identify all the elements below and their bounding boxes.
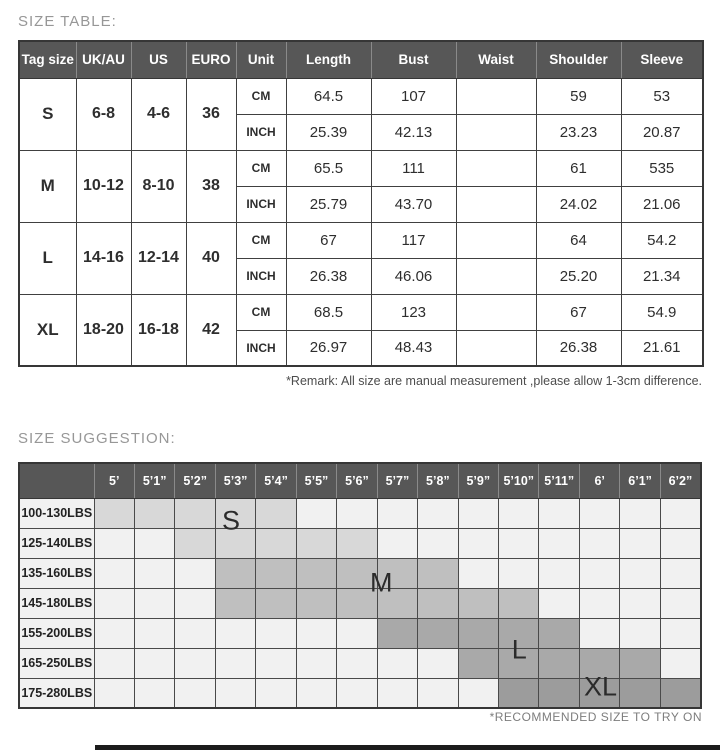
unit-inch-cell: INCH bbox=[236, 114, 286, 150]
unit-inch-cell: INCH bbox=[236, 186, 286, 222]
bottom-divider bbox=[95, 745, 720, 750]
suggestion-cell-M bbox=[377, 588, 417, 618]
size-table-remark: *Remark: All size are manual measurement ,please allow 1-3cm difference. bbox=[286, 374, 702, 388]
measure-cell: 61 bbox=[536, 150, 621, 186]
suggestion-cell bbox=[579, 528, 619, 558]
suggestion-cell-M bbox=[377, 558, 417, 588]
measure-cell: 65.5 bbox=[286, 150, 371, 186]
suggestion-cell bbox=[175, 648, 215, 678]
suggestion-cell bbox=[660, 498, 701, 528]
suggestion-cell bbox=[134, 558, 174, 588]
suggestion-cell-S bbox=[175, 498, 215, 528]
suggestion-cell bbox=[418, 498, 458, 528]
measure-cell: 24.02 bbox=[536, 186, 621, 222]
suggestion-cell-L bbox=[539, 648, 579, 678]
suggestion-cell bbox=[256, 618, 296, 648]
suggestion-cell bbox=[134, 678, 174, 708]
suggestion-cell bbox=[660, 528, 701, 558]
suggestion-cell-S bbox=[256, 498, 296, 528]
suggestion-cell bbox=[94, 678, 134, 708]
measure-cell: 48.43 bbox=[371, 330, 456, 366]
suggestion-cell bbox=[620, 558, 660, 588]
size-band-label-XL: XL bbox=[583, 671, 618, 702]
us-cell: 12-14 bbox=[131, 222, 186, 294]
unit-cm-cell: CM bbox=[236, 294, 286, 330]
size-table-row bbox=[19, 78, 703, 114]
suggestion-row bbox=[19, 678, 701, 708]
suggestion-cell-XL bbox=[499, 678, 539, 708]
suggestion-cell bbox=[215, 618, 255, 648]
measure-cell: 25.79 bbox=[286, 186, 371, 222]
suggestion-cell bbox=[539, 498, 579, 528]
size-table-header: Tag size bbox=[19, 41, 76, 78]
measure-cell: 64 bbox=[536, 222, 621, 258]
suggestion-cell bbox=[134, 618, 174, 648]
suggestion-row bbox=[19, 588, 701, 618]
suggestion-cell bbox=[337, 678, 377, 708]
size-table-header: EURO bbox=[186, 41, 236, 78]
height-header: 5’2” bbox=[175, 463, 215, 498]
height-header: 5’11” bbox=[539, 463, 579, 498]
size-table-header: Unit bbox=[236, 41, 286, 78]
suggestion-row bbox=[19, 528, 701, 558]
measure-cell: 23.23 bbox=[536, 114, 621, 150]
size-band-label-M: M bbox=[370, 567, 393, 598]
suggestion-cell bbox=[256, 678, 296, 708]
size-table-header: US bbox=[131, 41, 186, 78]
suggestion-cell-M bbox=[418, 558, 458, 588]
size-suggestion-title: SIZE SUGGESTION: bbox=[18, 430, 176, 447]
suggestion-cell bbox=[215, 678, 255, 708]
size-table-header: Bust bbox=[371, 41, 456, 78]
tag-size-cell: XL bbox=[19, 294, 76, 366]
suggestion-cell bbox=[296, 618, 336, 648]
suggestion-cell-M bbox=[215, 588, 255, 618]
size-table-header: Length bbox=[286, 41, 371, 78]
suggestion-cell bbox=[660, 558, 701, 588]
height-header: 6’1” bbox=[620, 463, 660, 498]
ukau-cell: 14-16 bbox=[76, 222, 131, 294]
suggestion-cell-M bbox=[337, 588, 377, 618]
suggestion-cell bbox=[175, 618, 215, 648]
height-header: 5’3” bbox=[215, 463, 255, 498]
suggestion-cell bbox=[377, 528, 417, 558]
suggestion-cell bbox=[579, 498, 619, 528]
height-header: 6’2” bbox=[660, 463, 701, 498]
unit-cm-cell: CM bbox=[236, 222, 286, 258]
suggestion-cell-S bbox=[296, 528, 336, 558]
height-header: 5’7” bbox=[377, 463, 417, 498]
suggestion-cell bbox=[539, 588, 579, 618]
suggestion-cell-S bbox=[337, 528, 377, 558]
ukau-cell: 18-20 bbox=[76, 294, 131, 366]
measure-cell: 25.39 bbox=[286, 114, 371, 150]
suggestion-cell bbox=[458, 498, 498, 528]
suggestion-cell bbox=[337, 498, 377, 528]
height-header-row bbox=[19, 463, 701, 498]
suggestion-cell bbox=[660, 648, 701, 678]
suggestion-cell bbox=[134, 528, 174, 558]
suggestion-cell-M bbox=[458, 588, 498, 618]
suggestion-cell-S bbox=[134, 498, 174, 528]
suggestion-row bbox=[19, 618, 701, 648]
suggestion-cell bbox=[660, 618, 701, 648]
suggestion-cell bbox=[620, 528, 660, 558]
suggestion-cell bbox=[296, 648, 336, 678]
unit-inch-cell: INCH bbox=[236, 258, 286, 294]
measure-cell: 46.06 bbox=[371, 258, 456, 294]
suggestion-cell bbox=[94, 618, 134, 648]
measure-cell: 67 bbox=[536, 294, 621, 330]
suggestion-cell bbox=[256, 648, 296, 678]
suggestion-cell-M bbox=[296, 558, 336, 588]
suggestion-cell bbox=[296, 678, 336, 708]
tag-size-cell: M bbox=[19, 150, 76, 222]
suggestion-cell bbox=[458, 528, 498, 558]
measure-cell bbox=[456, 330, 536, 366]
ukau-cell: 6-8 bbox=[76, 78, 131, 150]
suggestion-cell bbox=[94, 588, 134, 618]
measure-cell bbox=[456, 294, 536, 330]
suggestion-cell-M bbox=[418, 588, 458, 618]
weight-label: 125-140LBS bbox=[19, 528, 94, 558]
measure-cell: 53 bbox=[621, 78, 703, 114]
suggestion-cell bbox=[620, 618, 660, 648]
measure-cell: 54.9 bbox=[621, 294, 703, 330]
height-header: 5’6” bbox=[337, 463, 377, 498]
height-header: 5’5” bbox=[296, 463, 336, 498]
suggestion-cell bbox=[458, 558, 498, 588]
ukau-cell: 10-12 bbox=[76, 150, 131, 222]
measure-cell: 117 bbox=[371, 222, 456, 258]
measure-cell bbox=[456, 222, 536, 258]
suggestion-cell bbox=[418, 528, 458, 558]
suggestion-cell bbox=[579, 618, 619, 648]
measure-cell: 59 bbox=[536, 78, 621, 114]
suggestion-cell bbox=[377, 498, 417, 528]
measure-cell: 21.06 bbox=[621, 186, 703, 222]
suggestion-cell-XL bbox=[620, 678, 660, 708]
weight-label: 175-280LBS bbox=[19, 678, 94, 708]
suggestion-cell bbox=[337, 618, 377, 648]
us-cell: 8-10 bbox=[131, 150, 186, 222]
size-table-header: UK/AU bbox=[76, 41, 131, 78]
suggestion-cell-S bbox=[256, 528, 296, 558]
measure-cell: 67 bbox=[286, 222, 371, 258]
suggestion-cell-M bbox=[499, 588, 539, 618]
suggestion-cell-S bbox=[94, 498, 134, 528]
suggestion-cell bbox=[296, 498, 336, 528]
suggestion-cell-L bbox=[620, 648, 660, 678]
unit-cm-cell: CM bbox=[236, 78, 286, 114]
measure-cell bbox=[456, 150, 536, 186]
measure-cell: 26.97 bbox=[286, 330, 371, 366]
weight-label: 165-250LBS bbox=[19, 648, 94, 678]
measure-cell: 64.5 bbox=[286, 78, 371, 114]
suggestion-cell bbox=[579, 588, 619, 618]
suggestion-cell-L bbox=[579, 648, 619, 678]
suggestion-cell bbox=[499, 528, 539, 558]
suggestion-cell bbox=[499, 558, 539, 588]
tag-size-cell: L bbox=[19, 222, 76, 294]
euro-cell: 36 bbox=[186, 78, 236, 150]
suggestion-cell-XL bbox=[539, 678, 579, 708]
weight-label: 100-130LBS bbox=[19, 498, 94, 528]
measure-cell: 26.38 bbox=[536, 330, 621, 366]
measure-cell: 20.87 bbox=[621, 114, 703, 150]
measure-cell bbox=[456, 258, 536, 294]
size-table-row bbox=[19, 222, 703, 258]
suggestion-row bbox=[19, 498, 701, 528]
suggestion-cell bbox=[377, 648, 417, 678]
measure-cell bbox=[456, 114, 536, 150]
height-header: 5’8” bbox=[418, 463, 458, 498]
measure-cell: 25.20 bbox=[536, 258, 621, 294]
suggestion-cell bbox=[134, 588, 174, 618]
size-table-row bbox=[19, 294, 703, 330]
suggestion-cell-S bbox=[215, 528, 255, 558]
height-header: 5’9” bbox=[458, 463, 498, 498]
suggestion-cell bbox=[94, 648, 134, 678]
suggestion-cell-M bbox=[256, 558, 296, 588]
height-header: 5’10” bbox=[499, 463, 539, 498]
suggestion-cell bbox=[620, 588, 660, 618]
measure-cell: 535 bbox=[621, 150, 703, 186]
suggestion-cell-M bbox=[256, 588, 296, 618]
size-table-header: Waist bbox=[456, 41, 536, 78]
suggestion-cell-L bbox=[418, 618, 458, 648]
suggestion-cell bbox=[579, 558, 619, 588]
measure-cell: 26.38 bbox=[286, 258, 371, 294]
suggestion-cell-XL bbox=[660, 678, 701, 708]
suggestion-cell bbox=[175, 558, 215, 588]
size-table-header-row bbox=[19, 41, 703, 78]
suggestion-cell bbox=[94, 528, 134, 558]
suggestion-cell bbox=[539, 558, 579, 588]
size-table-title: SIZE TABLE: bbox=[18, 13, 117, 30]
unit-inch-cell: INCH bbox=[236, 330, 286, 366]
suggestion-cell-M bbox=[337, 558, 377, 588]
suggestion-cell-L bbox=[377, 618, 417, 648]
measure-cell: 42.13 bbox=[371, 114, 456, 150]
suggestion-cell bbox=[175, 588, 215, 618]
suggestion-row bbox=[19, 558, 701, 588]
suggestion-cell bbox=[175, 678, 215, 708]
height-header: 6’ bbox=[579, 463, 619, 498]
euro-cell: 42 bbox=[186, 294, 236, 366]
suggestion-cell-S bbox=[175, 528, 215, 558]
suggestion-cell bbox=[377, 678, 417, 708]
measure-cell bbox=[456, 186, 536, 222]
suggestion-cell bbox=[660, 588, 701, 618]
suggestion-cell bbox=[499, 498, 539, 528]
suggestion-cell bbox=[539, 528, 579, 558]
size-table bbox=[18, 40, 704, 367]
suggestion-cell bbox=[418, 678, 458, 708]
unit-cm-cell: CM bbox=[236, 150, 286, 186]
us-cell: 16-18 bbox=[131, 294, 186, 366]
measure-cell: 123 bbox=[371, 294, 456, 330]
size-suggestion-table bbox=[18, 462, 702, 709]
size-band-label-S: S bbox=[222, 505, 241, 536]
suggestion-cell bbox=[134, 648, 174, 678]
suggestion-cell-M bbox=[215, 558, 255, 588]
weight-label: 135-160LBS bbox=[19, 558, 94, 588]
weight-label: 155-200LBS bbox=[19, 618, 94, 648]
measure-cell: 107 bbox=[371, 78, 456, 114]
suggestion-cell bbox=[418, 648, 458, 678]
recommend-note: *RECOMMENDED SIZE TO TRY ON bbox=[489, 710, 702, 724]
weight-label: 145-180LBS bbox=[19, 588, 94, 618]
suggestion-cell-M bbox=[296, 588, 336, 618]
suggestion-row bbox=[19, 648, 701, 678]
measure-cell: 111 bbox=[371, 150, 456, 186]
measure-cell: 68.5 bbox=[286, 294, 371, 330]
suggestion-cell bbox=[215, 648, 255, 678]
suggestion-cell-L bbox=[458, 648, 498, 678]
suggestion-cell-L bbox=[499, 648, 539, 678]
size-band-label-L: L bbox=[511, 634, 527, 665]
suggestion-cell bbox=[458, 678, 498, 708]
tag-size-cell: S bbox=[19, 78, 76, 150]
suggestion-cell bbox=[620, 498, 660, 528]
suggestion-cell-L bbox=[539, 618, 579, 648]
suggestion-corner bbox=[19, 463, 94, 498]
measure-cell: 21.61 bbox=[621, 330, 703, 366]
suggestion-cell-XL bbox=[579, 678, 619, 708]
measure-cell: 43.70 bbox=[371, 186, 456, 222]
suggestion-cell bbox=[94, 558, 134, 588]
size-table-header: Shoulder bbox=[536, 41, 621, 78]
suggestion-cell-L bbox=[458, 618, 498, 648]
size-suggestion-chart bbox=[18, 462, 702, 707]
measure-cell bbox=[456, 78, 536, 114]
height-header: 5’1” bbox=[134, 463, 174, 498]
height-header: 5’ bbox=[94, 463, 134, 498]
size-table-header: Sleeve bbox=[621, 41, 703, 78]
measure-cell: 21.34 bbox=[621, 258, 703, 294]
suggestion-cell bbox=[337, 648, 377, 678]
euro-cell: 38 bbox=[186, 150, 236, 222]
euro-cell: 40 bbox=[186, 222, 236, 294]
size-table-row bbox=[19, 150, 703, 186]
us-cell: 4-6 bbox=[131, 78, 186, 150]
suggestion-cell-S bbox=[215, 498, 255, 528]
measure-cell: 54.2 bbox=[621, 222, 703, 258]
suggestion-cell-L bbox=[499, 618, 539, 648]
height-header: 5’4” bbox=[256, 463, 296, 498]
